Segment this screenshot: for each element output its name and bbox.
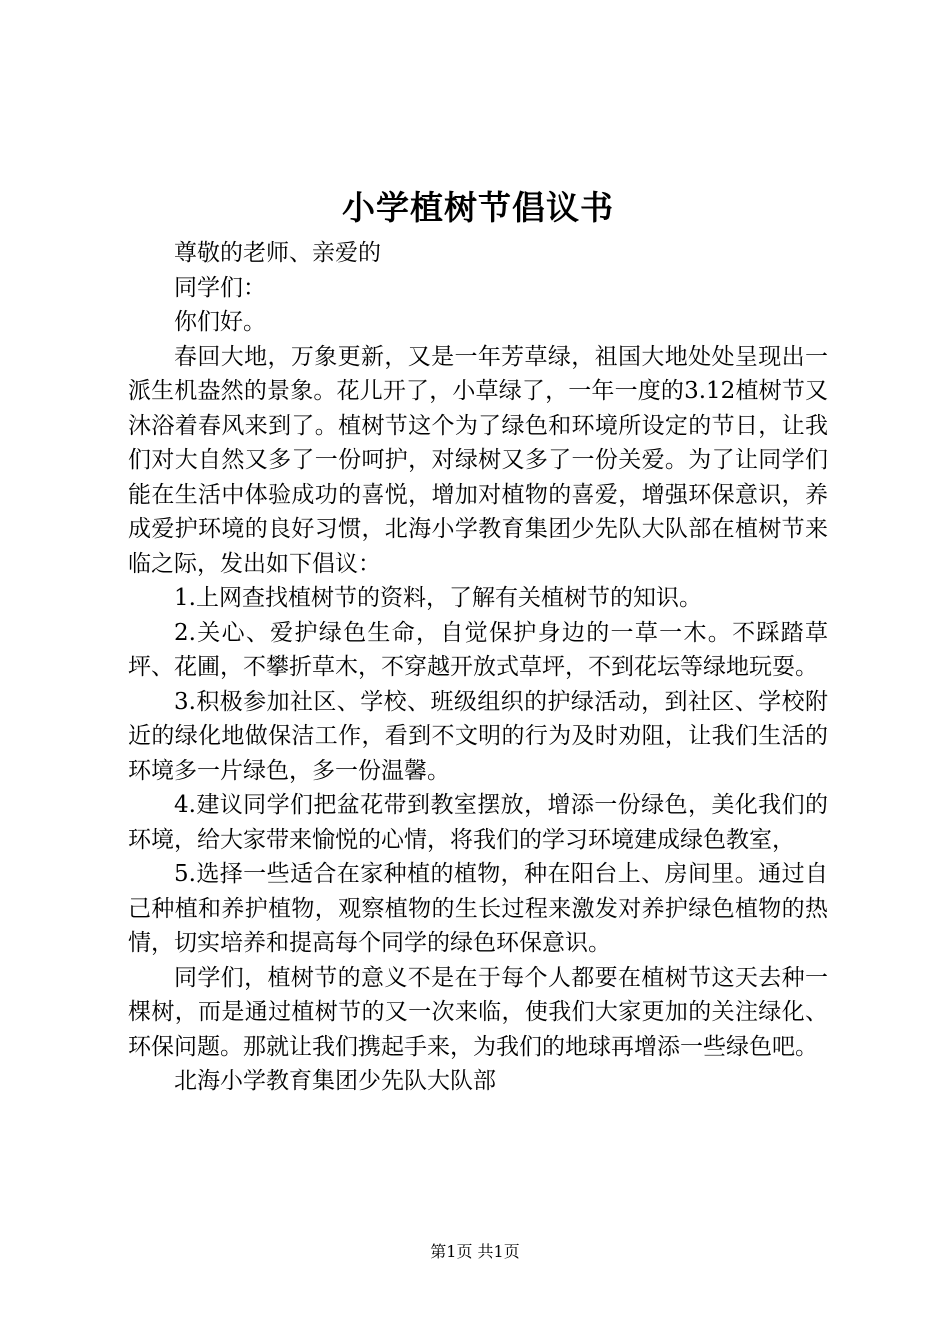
proposal-item-5: 5.选择一些适合在家种植的植物，种在阳台上、房间里。通过自己种植和养护植物，观察植物的生长过程来激发对养护绿色植物的热情，切实培养和提高每个同学的绿色环保意识。 [128, 861, 828, 956]
greeting: 你们好。 [174, 309, 266, 335]
intro-paragraph: 春回大地，万象更新，又是一年芳草绿，祖国大地处处呈现出一派生机盎然的景象。花儿开了，小草绿了，一年一度的3.12植树节又沐浴着春风来到了。植树节这个为了绿色和环境所设定的节日，让我们对大自然又多了一份呵护，对绿树又多了一份关爱。为了让同学们能在生活中体验成功的喜悦，增加对植物的喜爱，增强环保意识，养成爱护环境的良好习惯，北海小学教育集团少先队大队部在植树节来临之际，发出如下倡议： [128, 343, 828, 577]
closing-paragraph: 同学们，植树节的意义不是在于每个人都要在植树节这天去种一棵树，而是通过植树节的又一次来临，使我们大家更加的关注绿化、环保问题。那就让我们携起手来，为我们的地球再增添一些绿色吧。 [128, 964, 828, 1060]
proposal-item-3: 3.积极参加社区、学校、班级组织的护绿活动，到社区、学校附近的绿化地做保洁工作，看到不文明的行为及时劝阻，让我们生活的环境多一片绿色，多一份温馨。 [128, 688, 828, 784]
signature: 北海小学教育集团少先队大队部 [174, 1068, 496, 1094]
proposal-item-4: 4.建议同学们把盆花带到教室摆放，增添一份绿色，美化我们的环境，给大家带来愉悦的心情，将我们的学习环境建成绿色教室， [128, 792, 828, 853]
salutation-line-2: 同学们： [174, 274, 266, 301]
document-title: 小学植树节倡议书 [342, 188, 614, 227]
proposal-item-1: 1.上网查找植树节的资料，了解有关植树节的知识。 [174, 585, 702, 611]
proposal-item-2: 2.关心、爱护绿色生命，自觉保护身边的一草一木。不踩踏草坪、花圃，不攀折草木，不穿越开放式草坪，不到花坛等绿地玩耍。 [128, 619, 828, 680]
document-page [128, 0, 828, 1344]
page-number-footer: 第1页 共1页 [430, 1242, 520, 1261]
document-body [128, 236, 828, 1099]
salutation-line-1: 尊敬的老师、亲爱的 [174, 240, 381, 266]
